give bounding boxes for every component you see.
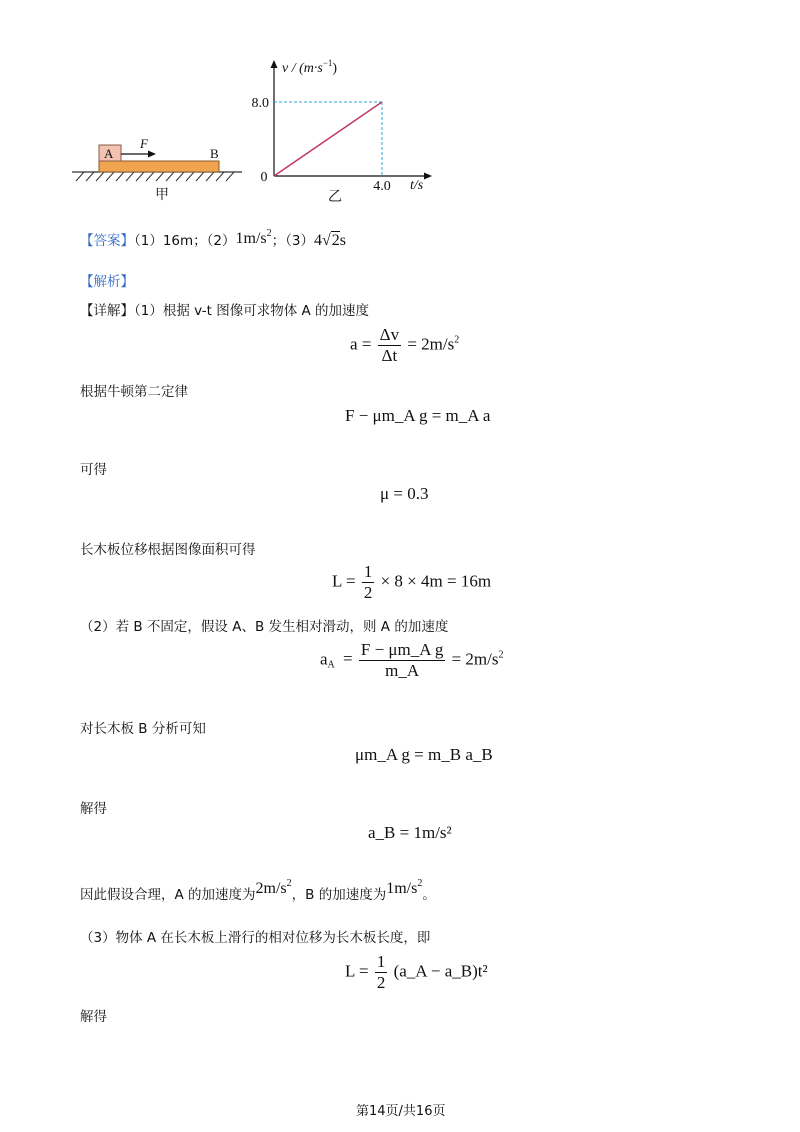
board-b [99,161,219,172]
answer-part2-value: $1m/s^2$ [235,228,272,247]
detail-text: （1）根据 v-t 图像可求物体 A 的加速度 [134,303,370,319]
detail-line [80,299,369,319]
answer-tag: 【答案】 [80,233,134,249]
velocity-series-line [274,102,382,176]
equation-newton: F − μm_A g = m_A a [345,406,491,425]
ground-hatch [76,172,234,181]
analysis-tag: 【解析】 [80,274,134,290]
x-axis-arrow [424,173,432,180]
y-axis-arrow [271,60,278,68]
text-newton-second-law: 根据牛顿第二定律 [80,384,188,400]
force-arrow-head [148,151,156,158]
answer-part3-value: 4√2s [313,232,346,249]
equation-accel-a: $a_A$ = $\frac{\text{F − μm\_A g}}{m\_A}$ = $2m/s^2$ [320,640,504,680]
answer-part1: （1）16m；（2） [134,233,236,249]
equation-mu: μ = 0.3 [380,484,429,503]
x-axis-label: t/s [410,178,424,193]
text-board-displacement: 长木板位移根据图像面积可得 [80,542,256,558]
detail-tag: 【详解】 [80,303,134,319]
figure-yi-vt-graph [252,56,442,216]
y-axis-label-exp: −1 [322,58,333,68]
x-tick-label: 4.0 [373,179,391,194]
text-analyze-b: 对长木板 B 分析可知 [80,721,206,737]
force-label: F [140,136,148,151]
figure-yi-caption: 乙 [328,189,342,205]
answer-separator: ；（3） [271,233,314,249]
page-footer: 第14页/共16页 [356,1104,446,1119]
origin-label: 0 [260,170,268,185]
equation-board-force: μm_A g = m_B a_B [355,745,493,764]
y-tick-label: 8.0 [252,96,269,111]
text-conclusion: 因此假设合理，A 的加速度为$2m/s^2$，B 的加速度为$1m/s^2$。 [80,878,436,903]
text-jiede-2: 解得 [80,1009,107,1025]
block-a-label: A [104,146,114,161]
text-part2: （2）若 B 不固定，假设 A、B 发生相对滑动，则 A 的加速度 [80,619,449,635]
equation-relative-displacement: L = $\frac{1}{2}$ (a_A − a_B)t² [345,952,488,992]
board-b-label: B [210,146,219,161]
equation-acceleration: a = $\frac{\Delta v}{\Delta t}$ = $2m/s^2$ [350,325,460,365]
text-part3: （3）物体 A 在长木板上滑行的相对位移为长木板长度，即 [80,930,431,946]
text-jiede-1: 解得 [80,801,107,817]
y-axis-label-close: ) [332,61,338,76]
figure-jia-caption: 甲 [155,187,169,203]
y-axis-label-main: v / (m·s [282,61,323,76]
equation-board-length: L = $\frac{1}{2}$ × 8 × 4m = 16m [332,562,492,602]
equation-accel-b: a_B = 1m/s² [368,823,452,842]
answer-line [80,228,346,250]
text-kede-1: 可得 [80,462,107,478]
y-axis-label [282,58,337,76]
